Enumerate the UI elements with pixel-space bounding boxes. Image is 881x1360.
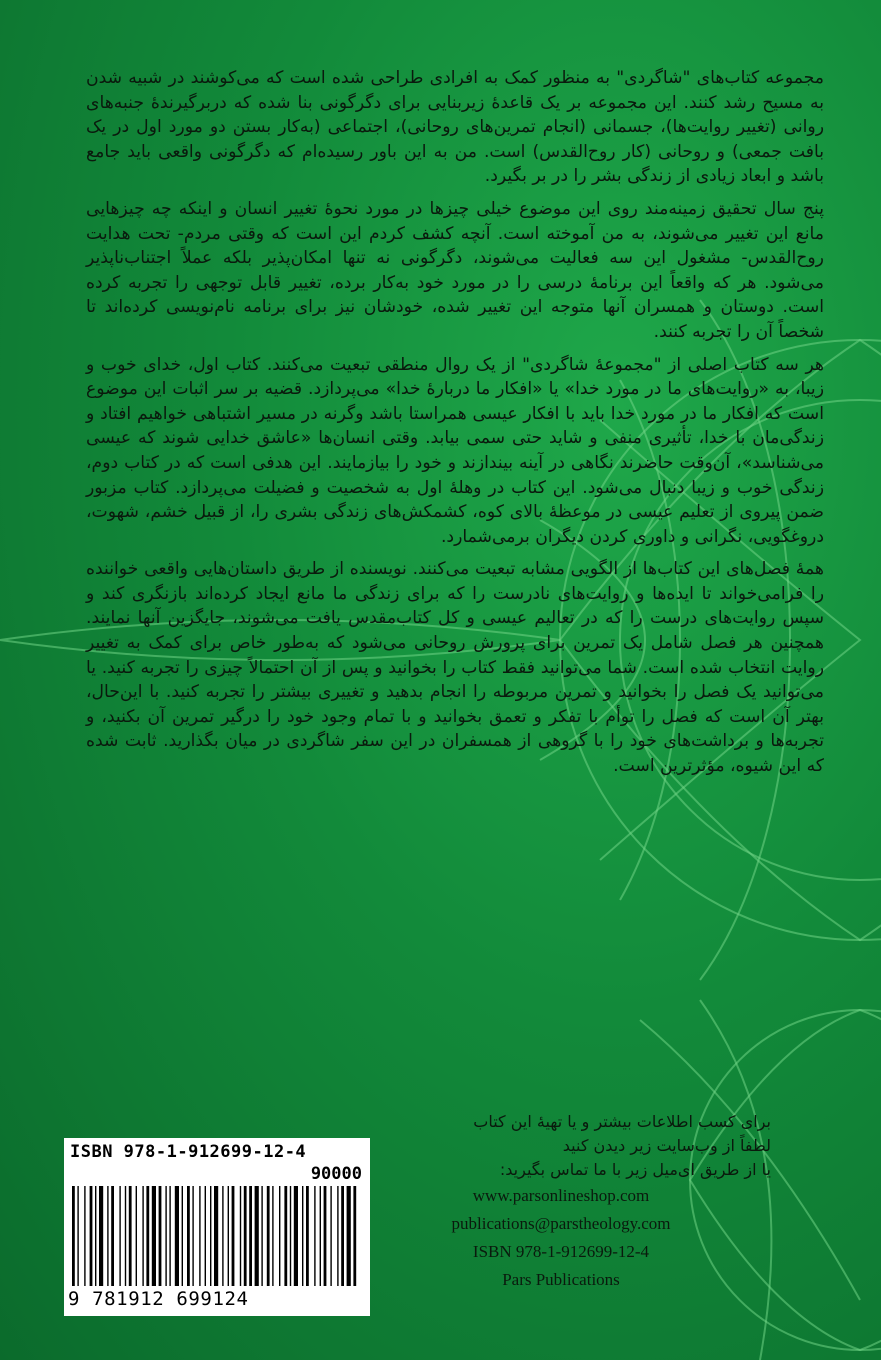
info-line-1: برای کسب اطلاعات بیشتر و یا تهیهٔ این کتاب xyxy=(473,1112,771,1131)
barcode-digits: 9 781912 699124 xyxy=(68,1288,249,1310)
barcode-bar xyxy=(169,1186,170,1286)
barcode-bar xyxy=(90,1186,93,1286)
barcode-bar xyxy=(272,1186,273,1286)
barcode-bar xyxy=(165,1186,166,1286)
barcode-bar xyxy=(228,1186,229,1286)
barcode-bar xyxy=(119,1186,120,1286)
description-paragraph-4: همهٔ فصل‌های این کتاب‌ها از الگویی مشابه تبعیت می‌کنند. نویسنده از طریق داستان‌هایی واقعی خواننده را فرامی‌خواند تا ایده‌ها و روایت‌های نادرست را که برای زندگی ما مانع ایجاد کرده‌اند بازنگری کند و سپس روایت‌های درست را که در تعالیم عیسی و کل کتاب‌مقدس یافت می‌شوند، جایگزین آنها نمایند. همچنین هر فصل شامل یک تمرین برای پرورش روحانی می‌شود که به‌طور خاص برای کمک به تغییر روایت انتخاب شده است. شما می‌توانید فقط کتاب را بخوانید و پس از آن احتمالاً چیزی را تجربه کنید. یا می‌توانید یک فصل را بخوانید و تمرین مربوطه را انجام بدهید و تغییری بیشتر را تجربه کنید. با این‌حال، بهتر آن است که فصل را توأم با تفکر و تعمق بخوانید و با تمام وجود خود را درگیر تمرین آن بکنید، و تجربه‌ها و برداشت‌های خود را با گروهی از همسفران در این سفر شاگردی در میان بگذارید. ثابت شده که این شیوه، مؤثرترین است. xyxy=(86,559,824,777)
barcode-bar xyxy=(152,1186,156,1286)
barcode-bar xyxy=(99,1186,103,1286)
email-link[interactable]: publications@parstheology.com xyxy=(451,1214,671,1233)
publisher-info xyxy=(351,1110,771,1294)
publisher-name: Pars Publications xyxy=(502,1270,620,1289)
barcode-bar xyxy=(244,1186,247,1286)
barcode-bar xyxy=(84,1186,85,1286)
barcode-bar xyxy=(279,1186,280,1286)
isbn-barcode xyxy=(64,1138,370,1316)
barcode-bars xyxy=(70,1186,364,1286)
barcode-bar xyxy=(330,1186,331,1286)
barcode-bar xyxy=(136,1186,137,1286)
barcode-bar xyxy=(347,1186,351,1286)
barcode-bar xyxy=(294,1186,298,1286)
description-paragraph-2: پنج سال تحقیق زمینه‌مند روی این موضوع خیلی چیزها در مورد نحوهٔ تغییر انسان و اینکه چه چیزهایی مانع این تغییر می‌شوند، به من آموخته است. آنچه کشف کردم این است که وقتی مردم- تحت هدایت روح‌القدس- مشغول این سه فعالیت می‌شوند، دگرگونی نه تنها امکان‌پذیر بلکه عملاً اجتناب‌ناپذیر می‌شود. هر که واقعاً این برنامهٔ درسی را در مورد خود به‌کار برده، تغییر قابل توجهی را تجربه کرده است. دوستان و همسران آنها متوجه این تغییر شده، خودشان نیز برای برنامه نام‌نویسی کرده‌اند تا شخصاً آن را تجربه کنند. xyxy=(86,198,824,342)
barcode-bar xyxy=(182,1186,183,1286)
isbn-text: ISBN 978-1-912699-12-4 xyxy=(472,1242,650,1261)
barcode-bar xyxy=(95,1186,96,1286)
back-cover-description xyxy=(86,66,824,787)
description-paragraph-1: مجموعه کتاب‌های "شاگردی" به منظور کمک به افرادی طراحی شده است که می‌کوشند در شبیه شدن به مسیح رشد کنند. این مجموعه بر یک قاعدهٔ زیربنایی برای دگرگونی بنا شده که دربرگیرندهٔ جنبه‌های روانی (تغییر روایت‌ها)، جسمانی (انجام تمرین‌های روحانی)، اجتماعی (به‌کار بستن دو مورد اول در یک بافت جمعی) و روحانی (کار روح‌القدس) است. من به این باور رسیده‌ام که دگرگونی واقعی باید جامع باشد و ابعاد زیادی از زندگی بشر را در بر بگیرد. xyxy=(86,68,824,187)
barcode-bar xyxy=(175,1186,179,1286)
barcode-bar xyxy=(261,1186,262,1286)
website-link[interactable]: www.parsonlineshop.com xyxy=(472,1186,650,1205)
barcode-bar xyxy=(210,1186,211,1286)
barcode-bar xyxy=(72,1186,75,1286)
barcode-bar xyxy=(324,1186,327,1286)
barcode-bar xyxy=(353,1186,356,1286)
barcode-bar xyxy=(77,1186,78,1286)
barcode-bar xyxy=(125,1186,126,1286)
barcode-bar xyxy=(267,1186,270,1286)
barcode-bar xyxy=(205,1186,206,1286)
barcode-bar xyxy=(142,1186,143,1286)
barcode-bar xyxy=(146,1186,149,1286)
barcode-bar xyxy=(255,1186,259,1286)
barcode-bar xyxy=(337,1186,338,1286)
barcode-bar xyxy=(302,1186,303,1286)
barcode-bar xyxy=(129,1186,132,1286)
barcode-bar xyxy=(192,1186,193,1286)
barcode-bar xyxy=(314,1186,315,1286)
description-paragraph-3: هر سه کتاب اصلی از "مجموعهٔ شاگردی" از یک روال منطقی تبعیت می‌کنند. کتاب اول، خدای خوب و زیبا، به «روایت‌های ما در مورد خدا» یا «افکار ما دربارهٔ خدا» می‌پردازد. قضیه بر سر اثبات این موضوع است که افکار ما در مورد خدا باید با افکار عیسی همراستا باشد وگرنه در مسیر اشتباهی خواهیم افتاد و زندگی‌مان با خدا، تأثیری منفی و شاید حتی سمی بیابد. وقتی انسان‌ها «عاشق خدایی شوند که عیسی می‌شناسد»، آن‌وقت حاضرند نگاهی در آینه بیندازند و خود را بیازمایند. این هدفی است که در کتاب دوم، زندگی خوب و زیبا دنبال می‌شود. این کتاب در وهلهٔ اول به شخصیت و فضیلت می‌پردازد. کتاب مزبور ضمن پیروی از تعلیم عیسی در موعظهٔ بالای کوه، کشمکش‌های زندگی بشری را، از قبیل خشم، شهوت، دروغگویی، نگرانی و داوری کردن دیگران برمی‌شمارد. xyxy=(86,354,824,547)
barcode-bar xyxy=(107,1186,108,1286)
barcode-bar xyxy=(214,1186,218,1286)
barcode-bar xyxy=(222,1186,223,1286)
barcode-bar xyxy=(320,1186,321,1286)
info-line-3: یا از طریق ای‌میل زیر با ما تماس بگیرید: xyxy=(499,1160,771,1179)
barcode-bar xyxy=(284,1186,287,1286)
barcode-bar xyxy=(341,1186,344,1286)
barcode-bar xyxy=(290,1186,291,1286)
barcode-bar xyxy=(111,1186,114,1286)
info-line-2: لطفاً از وب‌سایت زیر دیدن کنید xyxy=(562,1136,771,1155)
barcode-bar xyxy=(159,1186,162,1286)
barcode-bar xyxy=(240,1186,241,1286)
barcode-bar xyxy=(249,1186,252,1286)
barcode-bar xyxy=(187,1186,190,1286)
barcode-bar xyxy=(232,1186,235,1286)
barcode-bar xyxy=(199,1186,200,1286)
barcode-price-code: 90000 xyxy=(310,1164,362,1184)
barcode-bar xyxy=(306,1186,309,1286)
barcode-isbn-label: ISBN 978-1-912699-12-4 xyxy=(70,1142,307,1162)
